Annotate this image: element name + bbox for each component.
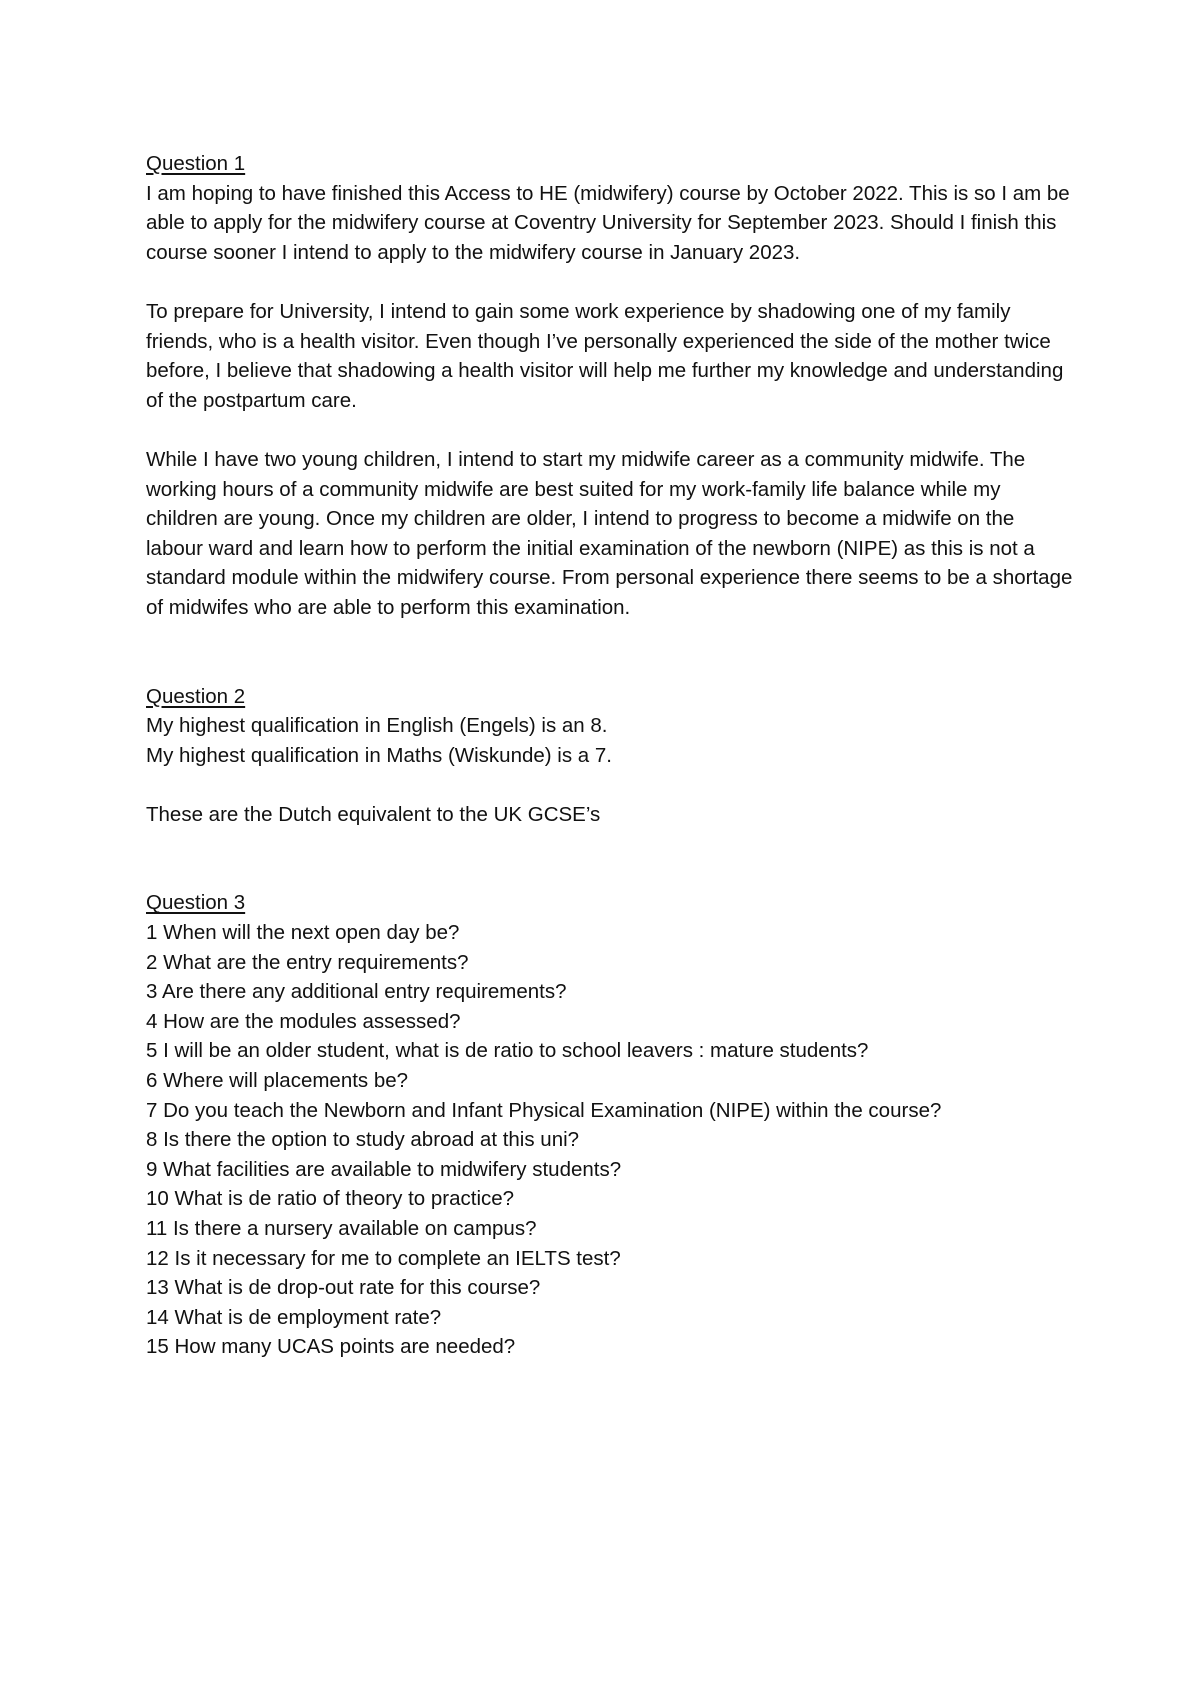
list-item: 8 Is there the option to study abroad at this uni? xyxy=(146,1128,580,1152)
list-item: 1 When will the next open day be? xyxy=(146,921,460,945)
list-item: 12 Is it necessary for me to complete an IELTS test? xyxy=(146,1246,621,1270)
list-item: 5 I will be an older student, what is de ratio to school leavers : mature students? xyxy=(146,1039,869,1063)
q1-paragraph-3: While I have two young children, I intend to start my midwife career as a community midwife. The working hours of a community midwife are best suited for my work-family life balance while my children are young. Once my children are older, I intend to progress to become a midwife on the labour ward and learn how to perform the initial examination of the newborn (NIPE) as this is not a standard module within the midwifery course. From personal experience there seems to be a shortage of midwifes who are able to perform this examination. xyxy=(146,447,1073,619)
list-item: 14 What is de employment rate? xyxy=(146,1305,442,1329)
list-item: 9 What facilities are available to midwifery students? xyxy=(146,1157,622,1181)
question-1-section xyxy=(146,149,1076,623)
spacer xyxy=(146,623,1076,682)
list-item: 13 What is de drop-out rate for this course? xyxy=(146,1276,541,1300)
document-page xyxy=(146,149,1076,1362)
q2-note: These are the Dutch equivalent to the UK GCSE’s xyxy=(146,802,601,826)
question-2-section xyxy=(146,682,1076,830)
list-item: 11 Is there a nursery available on campus? xyxy=(146,1217,537,1240)
spacer xyxy=(146,770,1076,800)
list-item: 2 What are the entry requirements? xyxy=(146,950,469,974)
list-item: 15 How many UCAS points are needed? xyxy=(146,1335,516,1359)
q1-paragraph-2: To prepare for University, I intend to gain some work experience by shadowing one of my family friends, who is a health visitor. Even though I’ve personally experienced the side of the mother twice before, I believe that shadowing a health visitor will help me further my knowledge and understanding of the postpartum care. xyxy=(146,299,1064,412)
q1-paragraph-1: I am hoping to have finished this Access to HE (midwifery) course by October 2022. This is so I am be able to apply for the midwifery course at Coventry University for September 2023. Should I finish this course sooner I intend to apply to the midwifery course in January 2023. xyxy=(146,181,1070,264)
spacer xyxy=(146,415,1076,445)
q2-line-maths: My highest qualification in Maths (Wiskunde) is a 7. xyxy=(146,743,613,767)
question-list xyxy=(146,918,1076,1362)
question-3-heading: Question 3 xyxy=(146,891,246,915)
spacer xyxy=(146,829,1076,888)
question-3-section xyxy=(146,888,1076,1362)
list-item: 6 Where will placements be? xyxy=(146,1069,409,1093)
list-item: 3 Are there any additional entry requirements? xyxy=(146,980,567,1004)
spacer xyxy=(146,267,1076,297)
list-item: 7 Do you teach the Newborn and Infant Physical Examination (NIPE) within the course? xyxy=(146,1098,942,1122)
question-1-heading: Question 1 xyxy=(146,152,246,175)
list-item: 10 What is de ratio of theory to practice? xyxy=(146,1187,515,1211)
question-2-heading: Question 2 xyxy=(146,684,246,708)
list-item: 4 How are the modules assessed? xyxy=(146,1009,461,1033)
q2-line-english: My highest qualification in English (Engels) is an 8. xyxy=(146,714,608,738)
